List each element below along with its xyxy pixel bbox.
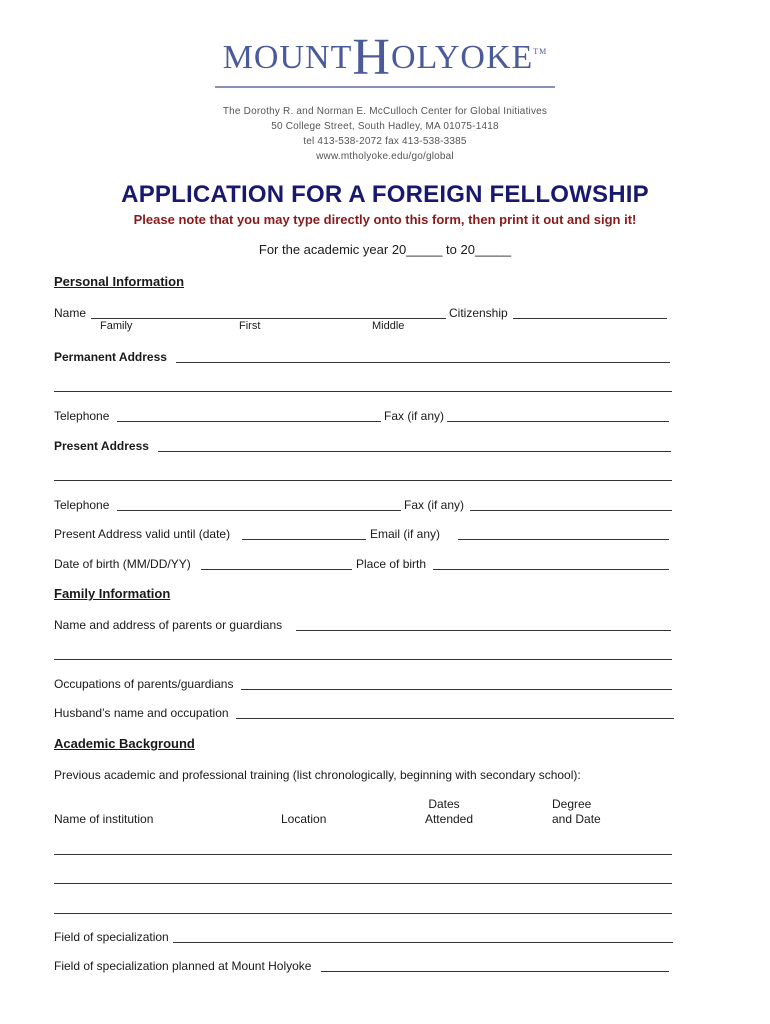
telephone-label: Telephone xyxy=(54,409,110,423)
phone-fax: tel 413-538-2072 fax 413-538-3385 xyxy=(303,136,467,147)
col-degree-label-2: and Date xyxy=(552,812,601,826)
fax-label: Fax (if any) xyxy=(384,409,445,423)
col-dates-label-1: Dates xyxy=(428,797,460,811)
permanent-address-field-line2[interactable] xyxy=(54,391,672,392)
date-of-birth-field[interactable] xyxy=(201,569,352,570)
planned-specialization-field[interactable] xyxy=(321,971,669,972)
fax-field[interactable] xyxy=(447,421,669,422)
training-row-2[interactable] xyxy=(54,883,672,884)
telephone-field[interactable] xyxy=(117,421,381,422)
parent-occupations-field[interactable] xyxy=(241,689,672,690)
col-dates-label-2: Attended xyxy=(424,812,474,826)
name-field[interactable] xyxy=(91,318,446,319)
logo-underline xyxy=(215,86,555,88)
email-field[interactable] xyxy=(458,539,669,540)
first-name-hint: First xyxy=(239,320,261,332)
personal-information-heading: Personal Information xyxy=(54,274,185,289)
parents-label: Name and address of parents or guardians xyxy=(54,618,283,632)
present-address-label: Present Address xyxy=(54,439,149,453)
present-telephone-field[interactable] xyxy=(117,510,401,511)
form-title: APPLICATION FOR A FOREIGN FELLOWSHIP xyxy=(121,181,649,208)
mount-holyoke-logo: MOUNTHOLYOKE™ xyxy=(222,29,548,86)
col-institution-label: Name of institution xyxy=(54,812,154,826)
academic-year-line[interactable]: For the academic year 20_____ to 20_____ xyxy=(258,242,512,257)
parents-field-line2[interactable] xyxy=(54,659,672,660)
field-of-specialization-label: Field of specialization xyxy=(54,930,169,944)
husband-label: Husband’s name and occupation xyxy=(54,706,229,720)
col-location-label: Location xyxy=(281,812,327,826)
present-fax-field[interactable] xyxy=(470,510,672,511)
street-address: 50 College Street, South Hadley, MA 01075-1418 xyxy=(271,121,499,132)
email-label: Email (if any) xyxy=(370,527,441,541)
date-of-birth-label: Date of birth (MM/DD/YY) xyxy=(54,557,191,571)
middle-name-hint: Middle xyxy=(372,320,405,332)
parent-occupations-label: Occupations of parents/guardians xyxy=(54,677,234,691)
citizenship-label: Citizenship xyxy=(449,306,508,320)
academic-background-heading: Academic Background xyxy=(54,736,195,751)
parents-field[interactable] xyxy=(296,630,671,631)
center-name: The Dorothy R. and Norman E. McCulloch Center for Global Initiatives xyxy=(222,106,548,117)
website: www.mtholyoke.edu/go/global xyxy=(316,151,454,162)
previous-training-label: Previous academic and professional training (list chronologically, beginning with secondary school): xyxy=(54,768,581,782)
address-valid-until-label: Present Address valid until (date) xyxy=(54,527,231,541)
name-label: Name xyxy=(54,306,87,320)
present-telephone-label: Telephone xyxy=(54,498,110,512)
family-information-heading: Family Information xyxy=(54,586,171,601)
place-of-birth-field[interactable] xyxy=(433,569,669,570)
field-of-specialization-field[interactable] xyxy=(173,942,673,943)
present-fax-label: Fax (if any) xyxy=(404,498,465,512)
address-valid-until-field[interactable] xyxy=(242,539,366,540)
present-address-field[interactable] xyxy=(158,451,671,452)
family-name-hint: Family xyxy=(100,320,133,332)
training-row-1[interactable] xyxy=(54,854,672,855)
husband-field[interactable] xyxy=(236,718,674,719)
training-row-3[interactable] xyxy=(54,913,672,914)
place-of-birth-label: Place of birth xyxy=(356,557,427,571)
citizenship-field[interactable] xyxy=(513,318,667,319)
col-degree-label-1: Degree xyxy=(552,797,592,811)
letterhead xyxy=(0,29,770,88)
present-address-field-line2[interactable] xyxy=(54,480,672,481)
form-note: Please note that you may type directly onto this form, then print it out and sign it! xyxy=(133,212,637,227)
permanent-address-field[interactable] xyxy=(176,362,670,363)
planned-specialization-label: Field of specialization planned at Mount Holyoke xyxy=(54,959,312,973)
permanent-address-label: Permanent Address xyxy=(54,350,167,364)
